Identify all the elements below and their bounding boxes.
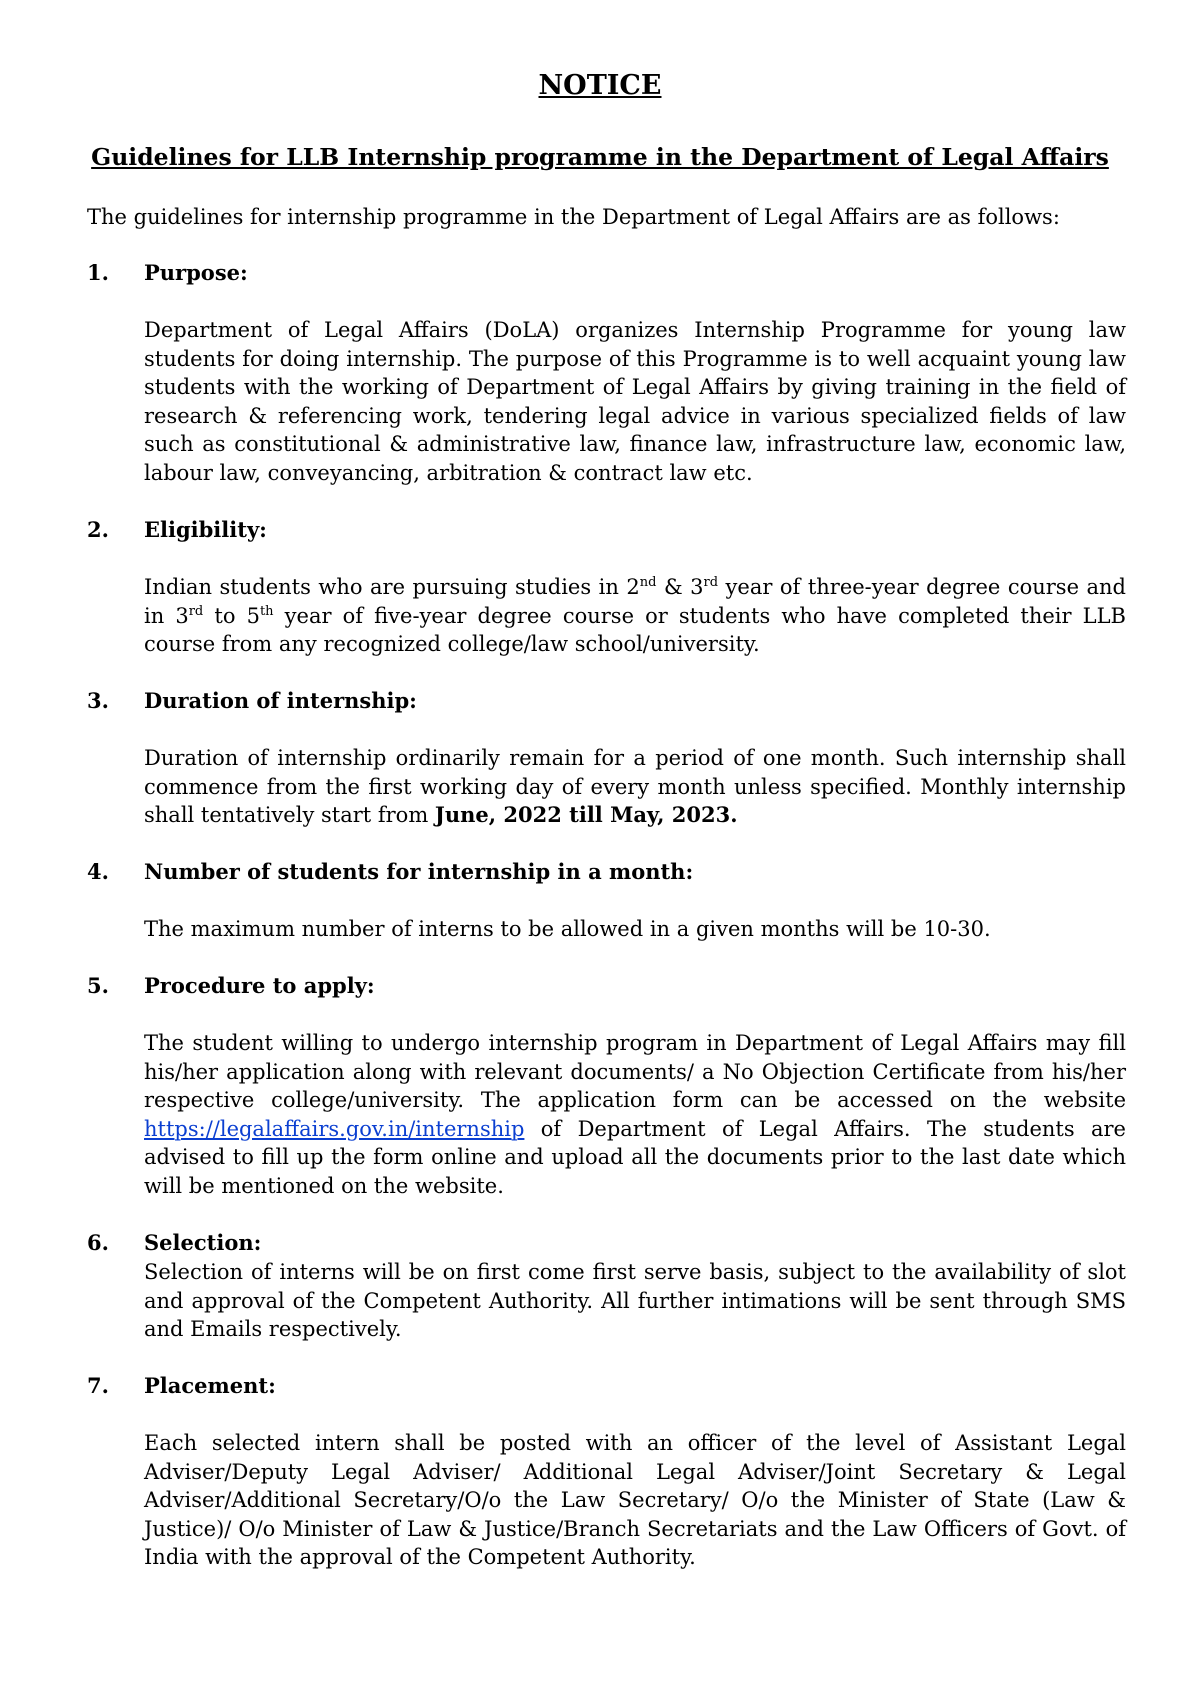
section-5-body xyxy=(144,1029,1126,1200)
superscript-rd: rd xyxy=(703,575,719,590)
section-2-body xyxy=(144,573,1126,659)
internship-period: June, 2022 till May, 2023. xyxy=(434,802,738,827)
section-7-heading: Placement: xyxy=(144,1373,276,1398)
section-2-text-1: Indian students who are pursuing studies in 2 xyxy=(144,575,640,599)
superscript-rd-2: rd xyxy=(188,603,204,619)
section-1-heading: Purpose: xyxy=(144,260,248,285)
section-5-text-2: of Department of Legal Affairs. The students are advised to fill up the form online and upload all the documents prior to the last date which will be mentioned on the website. xyxy=(144,1116,1126,1198)
section-3-body xyxy=(144,744,1126,830)
section-5-text-1: The student willing to undergo internship program in Department of Legal Affairs may fill his/her application along with relevant documents/ a No Objection Certificate from his/her respective college/university. The application form can be accessed on the website xyxy=(144,1031,1126,1112)
section-2-text-3: year of three-year degree course and in 3 xyxy=(144,575,1126,628)
section-6-body: Selection of interns will be on first come first serve basis, subject to the availability of slot and approval of the Competent Authority. All further intimations will be sent through SMS and Emails respectively. xyxy=(144,1260,1126,1341)
section-5-number: 5. xyxy=(87,973,109,998)
section-7-number: 7. xyxy=(87,1373,109,1398)
section-3-text-1: Duration of internship ordinarily remain for a period of one month. Such internship shall commence from the first working day of every month unless specified. Monthly internship shall tentatively start from xyxy=(144,746,1126,827)
document-subtitle: Guidelines for LLB Internship programme in the Department of Legal Affairs xyxy=(91,143,1109,171)
section-2-text-5: year of five-year degree course or students who have completed their LLB course from any recognized college/law school/university. xyxy=(144,603,1126,656)
section-1-body: Department of Legal Affairs (DoLA) organizes Internship Programme for young law students for doing internship. The purpose of this Programme is to well acquaint young law students with the working of Department of Legal Affairs by giving training in the field of research & referencing work, tendering legal advice in various specialized fields of law such as constitutional & administrative law, finance law, infrastructure law, economic law, labour law, conveyancing, arbitration & contract law etc. xyxy=(144,318,1126,485)
section-5-heading: Procedure to apply: xyxy=(144,973,375,998)
section-2-text-2: & 3 xyxy=(656,575,704,599)
superscript-th: th xyxy=(259,603,274,619)
notice-title: NOTICE xyxy=(538,70,662,101)
internship-website-link[interactable]: https://legalaffairs.gov.in/internship xyxy=(144,1116,525,1141)
section-4-number: 4. xyxy=(87,859,109,884)
superscript-nd: nd xyxy=(639,575,657,590)
section-2-heading: Eligibility: xyxy=(144,517,267,542)
section-2-number: 2. xyxy=(87,517,109,542)
section-4-body: The maximum number of interns to be allowed in a given months will be 10-30. xyxy=(144,917,991,941)
section-3-number: 3. xyxy=(87,688,109,713)
section-6-number: 6. xyxy=(87,1230,109,1255)
section-1-number: 1. xyxy=(87,260,109,285)
section-2-text-4: to 5 xyxy=(203,603,260,628)
section-7-body: Each selected intern shall be posted with an officer of the level of Assistant Legal Adviser/Deputy Legal Adviser/ Additional Legal Adviser/Joint Secretary & Legal Adviser/Additional Secretary/O/o the Law Secretary/ O/o the Minister of State (Law & Justice)/ O/o Minister of Law & Justice/Branch Secretariats and the Law Officers of Govt. of India with the approval of the Competent Authority. xyxy=(144,1431,1126,1569)
section-6-heading: Selection: xyxy=(144,1230,262,1255)
section-4-heading: Number of students for internship in a month: xyxy=(144,859,694,884)
section-3-heading: Duration of internship: xyxy=(144,688,417,713)
intro-text: The guidelines for internship programme in the Department of Legal Affairs are as follows: xyxy=(87,205,1060,229)
